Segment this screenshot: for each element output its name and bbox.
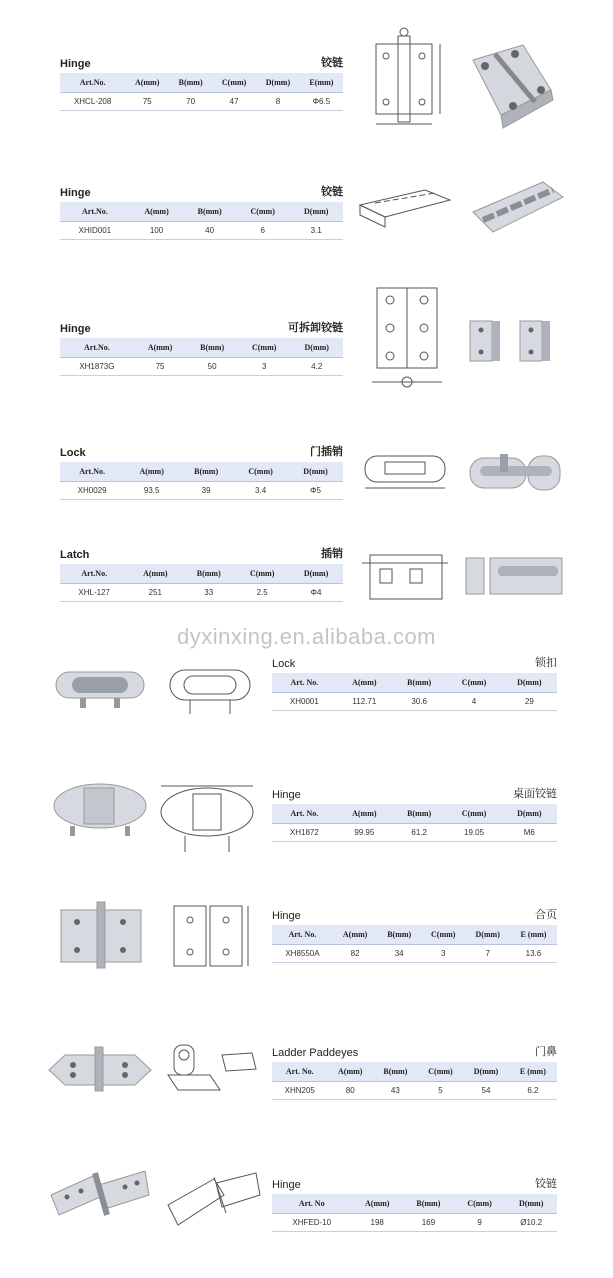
table-cell: 3.1 <box>289 222 343 240</box>
table-cell: 112.71 <box>337 693 392 711</box>
col-header: C(mm) <box>421 925 465 945</box>
table-hinge-drawing <box>155 780 260 860</box>
col-header: Art. No. <box>272 673 337 693</box>
col-header: A(mm) <box>125 73 169 93</box>
product-title-cn: 铰链 <box>321 186 343 198</box>
col-header: B(mm) <box>182 564 235 584</box>
col-header: D(mm) <box>465 925 509 945</box>
table-row <box>272 1082 557 1100</box>
table-cell: XH1873G <box>60 358 134 376</box>
product-table-block <box>60 545 343 602</box>
product-title: Hinge <box>60 58 91 70</box>
product-title-cn: 铰链 <box>535 1178 557 1190</box>
table-cell: 9 <box>454 1214 506 1232</box>
col-header: B(mm) <box>183 202 236 222</box>
col-header: B(mm) <box>392 804 446 824</box>
table-row <box>60 222 343 240</box>
col-header: C(mm) <box>236 202 290 222</box>
product-title: Hinge <box>60 323 91 335</box>
table-header-row <box>60 73 343 93</box>
spec-table <box>60 338 343 376</box>
table-cell: 75 <box>134 358 187 376</box>
col-header: C(mm) <box>446 804 501 824</box>
table-cell: 80 <box>328 1082 374 1100</box>
table-cell: 6 <box>236 222 290 240</box>
col-header: A(mm) <box>124 462 179 482</box>
table-cell: XHFED-10 <box>272 1214 351 1232</box>
table-cell: 2.5 <box>235 584 289 602</box>
col-header: D(mm) <box>289 202 343 222</box>
col-header: Art.No. <box>60 462 124 482</box>
table-cell: Φ6.5 <box>300 93 343 111</box>
col-header: B(mm) <box>373 1062 418 1082</box>
table-cell: 61.2 <box>392 824 446 842</box>
col-header: Art. No. <box>272 925 333 945</box>
table-row <box>60 93 343 111</box>
product-title: Latch <box>60 549 90 561</box>
col-header: Art. No. <box>272 1062 328 1082</box>
table-cell: 47 <box>212 93 256 111</box>
table-cell: XHID001 <box>60 222 130 240</box>
table-row <box>60 482 343 500</box>
table-cell: 169 <box>403 1214 454 1232</box>
col-header: D(mm) <box>502 673 557 693</box>
butt-hinge-drawing <box>160 892 260 982</box>
table-cell: 4 <box>446 693 501 711</box>
spec-table <box>60 202 343 240</box>
col-header: A(mm) <box>337 673 392 693</box>
spec-table <box>272 1062 557 1100</box>
table-cell: 30.6 <box>392 693 446 711</box>
door-bolt-photo <box>466 448 566 498</box>
liftoff-hinge-drawing <box>362 278 452 398</box>
col-header: D(mm) <box>289 564 343 584</box>
ladder-paddeye-photo <box>45 1045 155 1095</box>
col-header: A(mm) <box>128 564 182 584</box>
col-header: D(mm) <box>290 338 343 358</box>
table-cell: 3.4 <box>233 482 288 500</box>
table-cell: XHCL-208 <box>60 93 125 111</box>
table-cell: 3 <box>238 358 291 376</box>
product-title-cn: 合页 <box>535 909 557 921</box>
product-title: Ladder Paddeyes <box>272 1047 359 1059</box>
table-cell: XH0001 <box>272 693 337 711</box>
col-header: A(mm) <box>337 804 392 824</box>
table-cell: 40 <box>183 222 236 240</box>
table-header-row <box>272 1062 557 1082</box>
spec-table <box>60 73 343 111</box>
col-header: D(mm) <box>502 804 557 824</box>
col-header: B(mm) <box>403 1194 454 1214</box>
table-cell: 70 <box>169 93 212 111</box>
piano-hinge-drawing <box>355 185 455 240</box>
latch-photo <box>462 550 567 600</box>
table-cell: 93.5 <box>124 482 179 500</box>
table-header-row <box>272 804 557 824</box>
table-cell: M6 <box>502 824 557 842</box>
table-cell: 3 <box>421 945 465 963</box>
product-table-block <box>272 654 557 711</box>
table-cell: 39 <box>179 482 233 500</box>
col-header: C(mm) <box>235 564 289 584</box>
table-cell: 50 <box>186 358 238 376</box>
product-header <box>272 906 557 922</box>
table-cell: 4.2 <box>290 358 343 376</box>
latch-drawing <box>358 545 453 605</box>
table-cell: 5 <box>418 1082 464 1100</box>
col-header: E(mm) <box>300 73 343 93</box>
col-header: C(mm) <box>454 1194 506 1214</box>
product-title: Lock <box>60 447 86 459</box>
table-cell: 251 <box>128 584 182 602</box>
col-header: D(mm) <box>463 1062 509 1082</box>
product-header <box>272 785 557 801</box>
table-cell: 6.2 <box>509 1082 557 1100</box>
col-header: B(mm) <box>377 925 421 945</box>
product-title: Hinge <box>272 1179 301 1191</box>
col-header: D(mm) <box>505 1194 557 1214</box>
product-title-cn: 插销 <box>321 548 343 560</box>
col-header: Art.No. <box>60 564 128 584</box>
product-title-cn: 锁扣 <box>535 657 557 669</box>
col-header: B(mm) <box>169 73 212 93</box>
product-title-cn: 桌面铰链 <box>513 788 557 800</box>
watermark: dyxinxing.en.alibaba.com <box>176 624 437 649</box>
col-header: A(mm) <box>328 1062 374 1082</box>
col-header: Art.No. <box>60 202 130 222</box>
product-title-cn: 门插销 <box>310 446 343 458</box>
col-header: C(mm) <box>212 73 256 93</box>
product-title-cn: 门鼻 <box>535 1046 557 1058</box>
product-title-cn: 可拆卸铰链 <box>288 322 343 334</box>
product-title: Lock <box>272 658 296 670</box>
spec-table <box>60 462 343 500</box>
product-header <box>60 319 343 335</box>
table-header-row <box>272 1194 557 1214</box>
table-cell: XH1872 <box>272 824 337 842</box>
col-header: C(mm) <box>446 673 501 693</box>
strap-hinge-drawing <box>160 1165 265 1240</box>
product-table-block <box>60 319 343 376</box>
table-header-row <box>60 564 343 584</box>
spec-table <box>272 804 557 842</box>
table-row <box>272 693 557 711</box>
table-cell: Φ4 <box>289 584 343 602</box>
spec-table <box>60 564 343 602</box>
product-header <box>272 1175 557 1191</box>
table-cell: 54 <box>463 1082 509 1100</box>
col-header: B(mm) <box>186 338 238 358</box>
col-header: D(mm) <box>256 73 300 93</box>
table-header-row <box>60 462 343 482</box>
product-table-block <box>272 785 557 842</box>
table-header-row <box>60 202 343 222</box>
ladder-paddeye-drawing <box>160 1035 260 1105</box>
table-cell: XH0029 <box>60 482 124 500</box>
table-row <box>272 1214 557 1232</box>
spec-table <box>272 1194 557 1232</box>
piano-hinge-photo <box>468 172 568 242</box>
col-header: Art.No. <box>60 338 134 358</box>
spec-table <box>272 673 557 711</box>
table-cell: 100 <box>130 222 184 240</box>
spec-table <box>272 925 557 963</box>
product-title-cn: 铰链 <box>321 57 343 69</box>
product-title: Hinge <box>272 789 301 801</box>
col-header: B(mm) <box>179 462 233 482</box>
table-cell: 82 <box>333 945 377 963</box>
col-header: Art. No. <box>272 804 337 824</box>
product-header <box>60 443 343 459</box>
col-header: E (mm) <box>509 1062 557 1082</box>
table-row <box>60 358 343 376</box>
flush-lock-drawing <box>160 660 260 720</box>
table-cell: 7 <box>465 945 509 963</box>
product-table-block <box>272 1043 557 1100</box>
table-cell: Φ5 <box>288 482 343 500</box>
butt-hinge-photo <box>55 900 150 970</box>
table-hinge-photo <box>50 780 150 840</box>
product-header <box>272 1043 557 1059</box>
table-header-row <box>272 925 557 945</box>
col-header: Art. No <box>272 1194 351 1214</box>
table-row <box>60 584 343 602</box>
table-cell: 43 <box>373 1082 418 1100</box>
col-header: D(mm) <box>288 462 343 482</box>
product-table-block <box>60 443 343 500</box>
product-table-block <box>272 1175 557 1232</box>
product-table-block <box>60 54 343 111</box>
table-cell: XH8550A <box>272 945 333 963</box>
product-table-block <box>272 906 557 963</box>
product-title: Hinge <box>272 910 301 922</box>
product-header <box>60 54 343 70</box>
hinge-photo <box>463 40 558 135</box>
col-header: C(mm) <box>233 462 288 482</box>
liftoff-hinge-photo <box>466 316 566 366</box>
table-row <box>272 824 557 842</box>
strap-hinge-photo <box>45 1165 155 1240</box>
table-cell: 198 <box>351 1214 403 1232</box>
table-cell: Ø10.2 <box>505 1214 557 1232</box>
door-bolt-drawing <box>355 448 455 493</box>
product-title: Hinge <box>60 187 91 199</box>
table-cell: XHL-127 <box>60 584 128 602</box>
hinge-drawing <box>362 24 452 134</box>
table-cell: 8 <box>256 93 300 111</box>
table-cell: 99.95 <box>337 824 392 842</box>
col-header: A(mm) <box>134 338 187 358</box>
table-row <box>272 945 557 963</box>
flush-lock-photo <box>50 662 150 712</box>
table-cell: 29 <box>502 693 557 711</box>
col-header: A(mm) <box>130 202 184 222</box>
col-header: C(mm) <box>238 338 291 358</box>
table-header-row <box>60 338 343 358</box>
col-header: A(mm) <box>351 1194 403 1214</box>
col-header: Art.No. <box>60 73 125 93</box>
product-table-block <box>60 183 343 240</box>
table-cell: 33 <box>182 584 235 602</box>
table-cell: 19.05 <box>446 824 501 842</box>
col-header: B(mm) <box>392 673 446 693</box>
table-cell: XHN205 <box>272 1082 328 1100</box>
col-header: C(mm) <box>418 1062 464 1082</box>
table-cell: 34 <box>377 945 421 963</box>
product-header <box>60 545 343 561</box>
table-cell: 13.6 <box>510 945 557 963</box>
table-cell: 75 <box>125 93 169 111</box>
col-header: E (mm) <box>510 925 557 945</box>
col-header: A(mm) <box>333 925 377 945</box>
product-header <box>272 654 557 670</box>
product-header <box>60 183 343 199</box>
table-header-row <box>272 673 557 693</box>
